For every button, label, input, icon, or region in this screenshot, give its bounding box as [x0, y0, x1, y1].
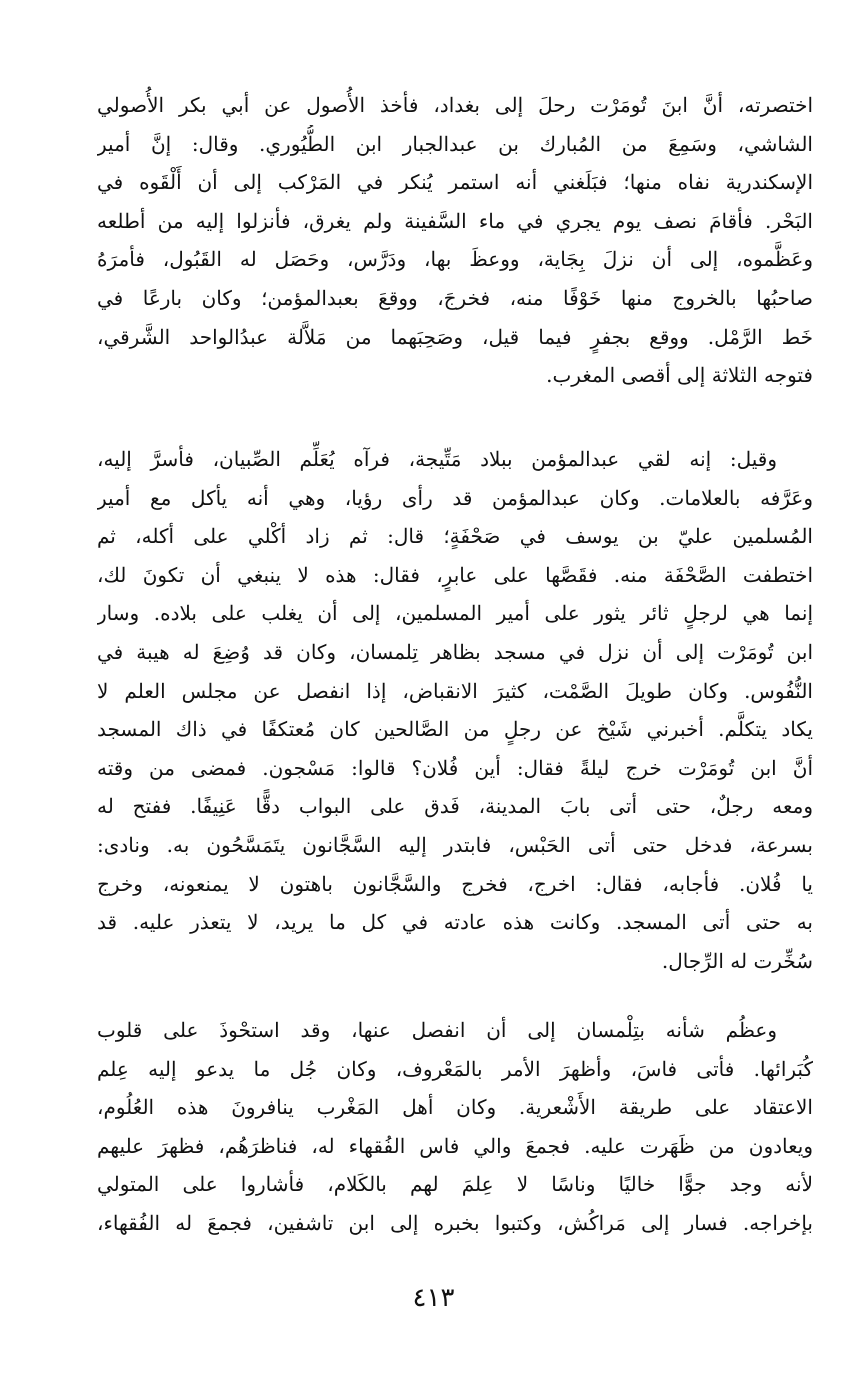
- text-line: سُخِّرت له الرِّجال.: [661, 948, 813, 973]
- text-line: البَحْر. فأقامَ نصف يوم يجري في ماء السَّفينة ولم يغرق، فأنزلوا إليه من أطلعه: [97, 208, 813, 233]
- text-line: الاعتقاد على طريقة الأَشْعرية. وكان أهل المَغْرب ينافرونَ هذه العُلُوم،: [97, 1095, 813, 1120]
- text-line: اختصرته، أنَّ ابنَ تُومَرْت رحلَ إلى بغداد، فأخذ الأُصول عن أبي بكر الأُصولي: [97, 93, 813, 117]
- text-line: وقيل: إنه لقي عبدالمؤمن ببلاد مَتِّيجة، فرآه يُعَلِّم الصِّبيان، فأسرَّ إليه،: [97, 447, 777, 471]
- text-line: إنما هي لرجلٍ ثائر يثور على أمير المسلمين، إلى أن يغلب على بلاده. وسار: [97, 601, 813, 626]
- text-line: الإسكندرية نفاه منها؛ فبَلَغني أنه استمر يُنكر في المَرْكب إلى أن أَلْقَوه في: [97, 170, 813, 195]
- text-line: النُّفُوس. وكان طويلَ الصَّمْت، كثيرَ الانقباض، إذا انفصل عن مجلس العلم لا: [97, 678, 813, 703]
- text-line: به حتى أتى المسجد. وكانت هذه عادته في كل ما يريد، لا يتعذر عليه. قد: [97, 910, 813, 935]
- text-line: وعَظَّموه، إلى أن نزلَ بِجَاية، ووعظَ بها، ودَرَّس، وحَصَل له القَبُول، فأمرَهُ: [97, 247, 813, 272]
- text-line: فتوجه الثلاثة إلى أقصى المغرب.: [546, 363, 813, 388]
- text-line: وعظُم شأنه بتِلْمسان إلى أن انفصل عنها، وقد استحْوذَ على قلوب: [97, 1018, 777, 1042]
- text-line: ومعه رجلٌ، حتى أتى بابَ المدينة، فَدق على البواب دقًّا عَنِيفًا. ففتح له: [97, 794, 813, 819]
- text-line: الشاشي، وسَمِعَ من المُبارك بن عبدالجبار ابن الطُّيُوري. وقال: إنَّ أمير: [97, 131, 813, 156]
- text-line: أنَّ ابن تُومَرْت خرج ليلةً فقال: أين فُلان؟ قالوا: مَسْجون. فمضى من وقته: [97, 755, 813, 780]
- text-line: صاحبُها بالخروج منها خَوْفًا منه، فخرجَ، ووقعَ بعبدالمؤمن؛ وكان بارعًا في: [97, 285, 813, 310]
- text-line: كُبَرائها. فأتى فاسَ، وأظهرَ الأمر بالمَعْروف، وكان جُل ما يدعو إليه عِلم: [97, 1056, 813, 1081]
- page-number: ٤١٣: [412, 1283, 455, 1313]
- text-line: المُسلمين عليّ بن يوسف في صَحْفَةٍ؛ قال: ثم زاد أكْلي على أكله، ثم: [97, 524, 813, 549]
- paragraph-3: [97, 1011, 813, 1243]
- text-line: يا فُلان. فأجابه، فقال: اخرج، فخرج والسَّجَّانون باهتون لا يمنعونه، وخرج: [97, 871, 813, 896]
- text-line: ويعادون من ظَهَرت عليه. فجمعَ والي فاس الفُقهاء له، فناظرَهُم، فظهرَ عليهم: [97, 1133, 813, 1158]
- text-line: ابن تُومَرْت إلى أن نزل في مسجد بظاهر تِلمسان، وكان قد وُضِعَ له هيبة في: [97, 639, 813, 664]
- text-line: لأنه وجد جوًّا خاليًا وناسًا لا عِلمَ لهم بالكَلام، فأشاروا على المتولي: [97, 1172, 813, 1197]
- paragraph-2: [97, 440, 813, 980]
- text-line: بسرعة، فدخل حتى أتى الحَبْس، فابتدر إليه السَّجَّانون يتَمَسَّحُون به. ونادى:: [97, 832, 813, 857]
- text-line: خَط الرَّمْل. ووقع بجفرٍ فيما قيل، وصَحِبَهما من مَلاَّلة عبدُالواحد الشَّرقي،: [97, 324, 813, 349]
- text-line: بإخراجه. فسار إلى مَراكُش، وكتبوا بخبره إلى ابن تاشفين، فجمعَ له الفُقهاء،: [97, 1210, 813, 1235]
- text-line: وعَرَّفه بالعلامات. وكان عبدالمؤمن قد رأى رؤيا، وهي أنه يأكل مع أمير: [97, 485, 813, 510]
- paragraph-1: [97, 86, 813, 395]
- text-line: يكاد يتكلَّم. أخبرني شَيْخ عن رجلٍ من الصَّالحين كان مُعتكفًا في ذاك المسجد: [97, 717, 813, 742]
- text-line: اختطفت الصَّحْفَة منه. فقَصَّها على عابرٍ، فقال: هذه لا ينبغي أن تكونَ لك،: [97, 562, 813, 587]
